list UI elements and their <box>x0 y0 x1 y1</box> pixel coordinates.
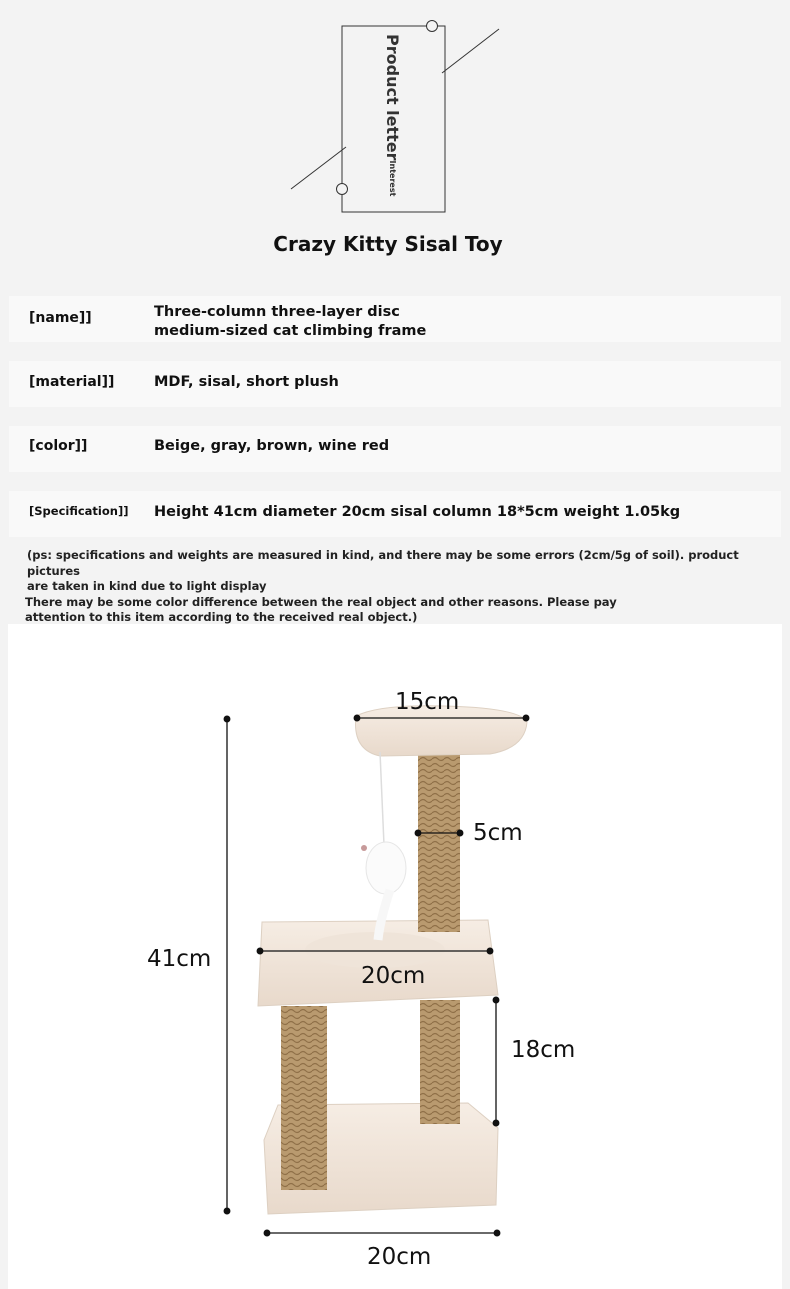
spec-value-material: MDF, sisal, short plush <box>154 374 339 390</box>
note-line-2: are taken in kind due to light display <box>27 579 267 593</box>
dim-middle-width: 20cm <box>361 963 426 989</box>
spec-value-name <box>154 303 426 341</box>
note-line-3: There may be some color difference between the real object and other reasons. Please pay <box>25 594 617 609</box>
spec-value-name-line1: Three-column three-layer disc <box>154 304 400 320</box>
dim-column-diameter: 5cm <box>473 820 523 846</box>
logo-text-main: Product letter <box>383 34 402 161</box>
logo-text-small: Interest <box>388 160 397 197</box>
spec-label-name: [name]] <box>29 310 92 326</box>
spec-row-color <box>9 426 781 472</box>
toy-string <box>380 752 384 845</box>
disclaimer-note <box>25 548 785 626</box>
header-section <box>0 0 790 280</box>
dim-top-width: 15cm <box>395 689 460 715</box>
spec-label-specification: [Specification]] <box>29 504 129 518</box>
note-line-4: attention to this item according to the received real object.) <box>25 610 418 624</box>
dim-total-height: 41cm <box>147 946 212 972</box>
lower-left-column <box>281 1006 327 1190</box>
dim-base-width: 20cm <box>367 1244 432 1270</box>
note-line-1: (ps: specifications and weights are measured in kind, and there may be some errors (2cm/5g of soil). product pictures <box>27 548 739 578</box>
spec-row-name <box>9 296 781 342</box>
spec-value-name-line2: medium-sized cat climbing frame <box>154 323 427 339</box>
page-title: Crazy Kitty Sisal Toy <box>273 232 503 256</box>
spec-value-color: Beige, gray, brown, wine red <box>154 438 390 454</box>
logo-vertical-text <box>383 34 402 196</box>
spec-row-material <box>9 361 781 407</box>
upper-column <box>418 754 460 932</box>
dim-column-height: 18cm <box>511 1037 576 1063</box>
spec-value-specification: Height 41cm diameter 20cm sisal column 18*5cm weight 1.05kg <box>154 504 681 520</box>
cat-tree-illustration <box>0 624 790 1289</box>
spec-label-material: [material]] <box>29 374 115 390</box>
lower-right-column <box>420 1000 460 1124</box>
spec-label-color: [color]] <box>29 438 88 454</box>
spec-row-specification <box>9 491 781 537</box>
